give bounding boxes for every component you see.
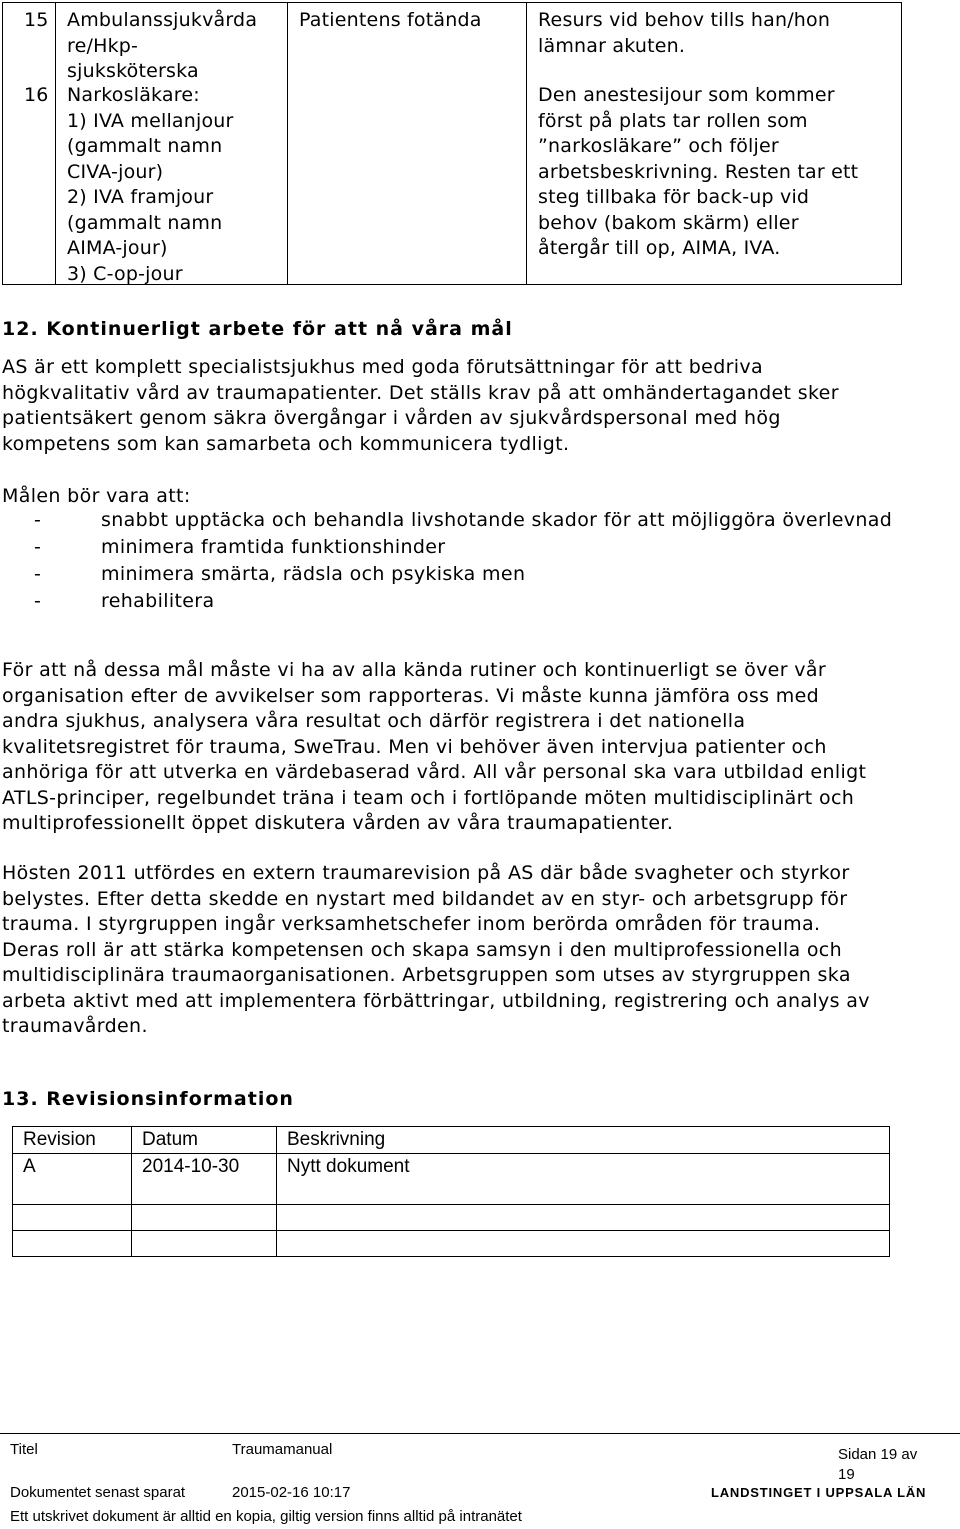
cell-line: sjuksköterska xyxy=(67,60,199,82)
column-divider xyxy=(526,3,527,284)
column-divider xyxy=(55,3,56,284)
table-row xyxy=(13,1205,890,1231)
goals-list xyxy=(34,508,934,616)
goals-intro: Målen bör vara att: xyxy=(2,485,191,507)
section-12-revision-history xyxy=(2,861,870,1040)
paragraph-line: organisation efter de avvikelser som rapporteras. Vi måste kunna jämföra oss med xyxy=(2,684,820,707)
cell-line: re/Hkp- xyxy=(67,34,139,57)
datum-value: 2014-10-30 xyxy=(142,1156,240,1177)
revision-cell xyxy=(13,1205,132,1231)
cell-line: steg tillbaka för back-up vid xyxy=(538,186,810,208)
footer-divider xyxy=(0,1433,960,1434)
column-divider xyxy=(287,3,288,284)
role-table xyxy=(2,2,902,285)
cell-line: ”narkosläkare” och följer xyxy=(538,135,779,157)
paragraph-line: multiprofessionellt öppet diskutera vården av våra traumapatienter. xyxy=(2,812,674,834)
list-item-text: minimera smärta, rädsla och psykiska men xyxy=(101,563,526,585)
paragraph-line: traumavården. xyxy=(2,1015,148,1037)
bullet-dash: - xyxy=(34,536,42,558)
beskrivning-cell xyxy=(277,1231,890,1257)
paragraph-line: Deras roll är att stärka kompetensen och skapa samsyn i den multiprofessionella och xyxy=(2,938,843,961)
header-beskrivning: Beskrivning xyxy=(277,1127,890,1154)
footer-page-label: Sidan 19 av xyxy=(838,1446,918,1463)
section-12-intro xyxy=(2,355,839,457)
footer-saved-value: 2015-02-16 10:17 xyxy=(232,1484,351,1501)
paragraph-line: anhöriga för att utverka en värdebaserad vård. All vår personal ska vara utbildad enligt xyxy=(2,761,867,783)
paragraph-line: ATLS-principer, regelbundet träna i team och i fortlöpande möten multidisciplinärt och xyxy=(2,786,855,809)
cell-line: återgår till op, AIMA, IVA. xyxy=(538,237,781,259)
footer-title-value: Traumamanual xyxy=(232,1441,333,1458)
datum-cell xyxy=(132,1205,277,1231)
cell-line: CIVA-jour) xyxy=(67,160,164,183)
paragraph-line: Hösten 2011 utfördes en extern traumarevision på AS där både svagheter och styrkor xyxy=(2,862,850,884)
footer-saved-label: Dokumentet senast sparat xyxy=(10,1484,186,1501)
list-item-text: minimera framtida funktionshinder xyxy=(101,536,446,558)
role-anesthesiologist xyxy=(67,83,234,287)
table-row xyxy=(13,1154,890,1205)
paragraph-line: arbeta aktivt med att implementera förbättringar, utbildning, registrering och analys av xyxy=(2,989,870,1012)
table-header-row xyxy=(13,1127,890,1154)
task-anesthesiologist xyxy=(538,83,858,262)
list-item xyxy=(34,589,934,616)
paragraph-line: multidisciplinära traumaorganisationen. Arbetsgruppen som utses av styrgruppen ska xyxy=(2,964,851,986)
cell-line: Ambulanssjukvårda xyxy=(67,9,258,31)
paragraph-line: patientsäkert genom säkra övergångar i vården av sjukvårdspersonal med hög xyxy=(2,407,781,429)
datum-cell xyxy=(132,1231,277,1257)
cell-line: behov (bakom skärm) eller xyxy=(538,211,799,234)
datum-cell xyxy=(132,1154,277,1205)
paragraph-line: För att nå dessa mål måste vi ha av alla kända rutiner och kontinuerligt se över vår xyxy=(2,659,827,681)
cell-line: lämnar akuten. xyxy=(538,34,686,57)
row-number-15: 15 xyxy=(24,9,49,31)
cell-line: arbetsbeskrivning. Resten tar ett xyxy=(538,160,859,183)
paragraph-line: andra sjukhus, analysera våra resultat och därför registrera i det nationella xyxy=(2,710,746,732)
list-item-text: snabbt upptäcka och behandla livshotande skador för att möjliggöra överlevnad xyxy=(101,509,893,531)
role-ambulance-nurse xyxy=(67,8,257,85)
footer-disclaimer: Ett utskrivet dokument är alltid en kopia, giltig version finns alltid på intranätet xyxy=(10,1508,522,1525)
beskrivning-cell xyxy=(277,1205,890,1231)
footer-page-total: 19 xyxy=(838,1466,855,1483)
list-item xyxy=(34,535,934,562)
cell-line: (gammalt namn xyxy=(67,135,223,157)
row-number-16: 16 xyxy=(24,84,49,106)
list-item-text: rehabilitera xyxy=(101,590,215,612)
paragraph-line: AS är ett komplett specialistsjukhus med goda förutsättningar för att bedriva xyxy=(2,356,764,378)
header-datum: Datum xyxy=(132,1127,277,1154)
footer-organization: LANDSTINGET I UPPSALA LÄN xyxy=(711,1485,927,1500)
header-revision: Revision xyxy=(13,1127,132,1154)
bullet-dash: - xyxy=(34,590,42,612)
beskrivning-cell: Nytt dokument xyxy=(277,1154,890,1205)
cell-line: Narkosläkare: xyxy=(67,84,200,106)
paragraph-line: kvalitetsregistret för trauma, SweTrau. Men vi behöver även intervjua patienter och xyxy=(2,735,827,758)
footer-title-label: Titel xyxy=(10,1441,38,1458)
cell-line: Den anestesijour som kommer xyxy=(538,84,835,106)
paragraph-line: trauma. I styrgruppen ingår verksamhetschefer inom berörda områden för trauma. xyxy=(2,913,821,935)
revision-table xyxy=(12,1126,890,1257)
cell-line: (gammalt namn xyxy=(67,211,223,234)
cell-line: 3) C-op-jour xyxy=(67,262,183,285)
paragraph-line: kompetens som kan samarbeta och kommunicera tydligt. xyxy=(2,432,570,455)
cell-line: Resurs vid behov tills han/hon xyxy=(538,9,831,31)
cell-line: först på plats tar rollen som xyxy=(538,109,808,132)
revision-cell xyxy=(13,1231,132,1257)
section-12-heading: 12. Kontinuerligt arbete för att nå våra mål xyxy=(2,318,513,340)
section-13-heading: 13. Revisionsinformation xyxy=(2,1088,294,1110)
table-row xyxy=(13,1231,890,1257)
task-ambulance-nurse xyxy=(538,8,830,59)
bullet-dash: - xyxy=(34,563,42,585)
section-12-routines xyxy=(2,658,866,837)
list-item xyxy=(34,508,934,535)
cell-line: 2) IVA framjour xyxy=(67,186,214,208)
position-label: Patientens fotända xyxy=(299,9,482,31)
list-item xyxy=(34,562,934,589)
bullet-dash: - xyxy=(34,509,42,531)
cell-line: 1) IVA mellanjour xyxy=(67,109,234,132)
revision-cell: A xyxy=(13,1154,132,1205)
cell-line: AIMA-jour) xyxy=(67,237,168,259)
paragraph-line: belystes. Efter detta skedde en nystart med bildandet av en styr- och arbetsgrupp för xyxy=(2,887,848,910)
paragraph-line: högkvalitativ vård av traumapatienter. Det ställs krav på att omhändertagandet sker xyxy=(2,381,839,404)
